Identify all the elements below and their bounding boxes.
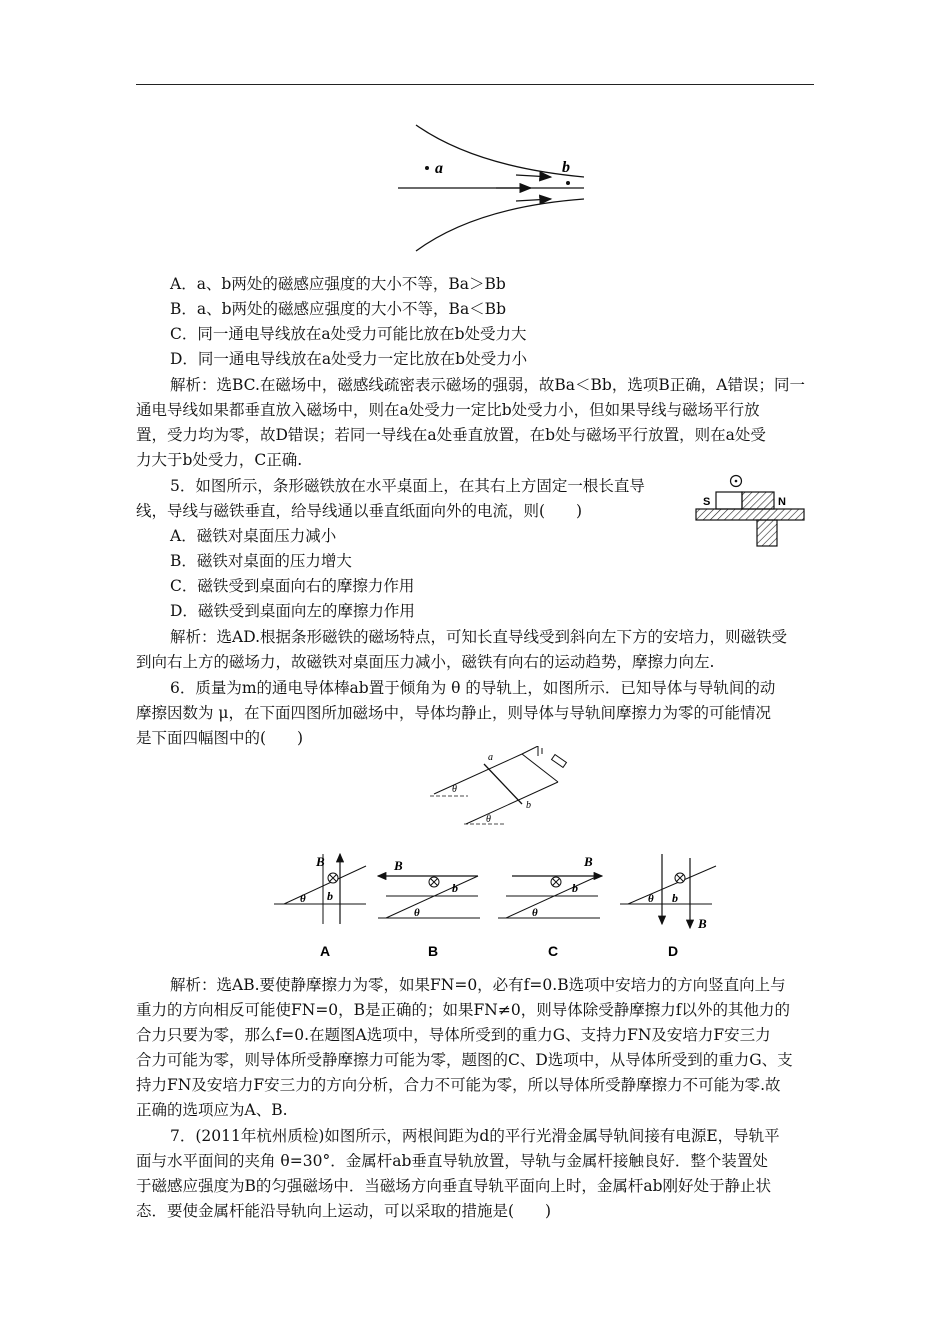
magnet-n-half <box>742 492 774 509</box>
q5-option-d: D．磁铁受到桌面向左的摩擦力作用 <box>170 602 415 620</box>
point-a-dot <box>425 166 429 170</box>
rail-theta-1: θ <box>452 784 457 795</box>
incline-rail-figure <box>426 746 606 828</box>
q6-analysis-line: 持力FN及安培力F安三力的方向分析，合力不可能为零，所以导体所受静摩擦力不可能为零.故 <box>136 1076 781 1094</box>
panel-b-b: b <box>452 881 458 895</box>
q4-option-c: C．同一通电导线放在a处受力可能比放在b处受力大 <box>170 325 527 343</box>
panel-a <box>274 854 366 959</box>
q4-option-d: D．同一通电导线放在a处受力一定比放在b处受力小 <box>170 350 528 368</box>
point-b-label: b <box>562 159 570 176</box>
four-field-panels <box>266 848 726 963</box>
magnet-table-figure <box>694 472 812 548</box>
field-line-bottom <box>416 199 584 251</box>
panel-c-letter: C <box>548 943 559 959</box>
q6-analysis-line: 正确的选项应为A、B. <box>136 1101 288 1119</box>
magnet-s-half <box>716 492 742 509</box>
table-top <box>696 509 804 520</box>
q5-analysis-line: 解析：选AD.根据条形磁铁的磁场特点，可知长直导线受到斜向左下方的安培力，则磁铁受 <box>170 628 787 646</box>
q5-stem-line: 5．如图所示，条形磁铁放在水平桌面上，在其右上方固定一根长直导 <box>170 477 645 495</box>
q4-option-b: B．a、b两处的磁感应强度的大小不等，Ba＜Bb <box>170 300 506 318</box>
rail-theta-2: θ <box>486 814 491 825</box>
q7-stem-line: 于磁感应强度为B的匀强磁场中．当磁场方向垂直导轨平面向上时，金属杆ab刚好处于静止状 <box>136 1177 772 1195</box>
panel-a-letter: A <box>320 943 331 959</box>
point-b-dot <box>566 181 570 185</box>
panel-b-letter: B <box>428 943 439 959</box>
q5-option-b: B．磁铁对桌面的压力增大 <box>170 552 352 570</box>
q6-analysis-line: 合力只要为零，那么f=0.在题图A选项中，导体所受到的重力G、支持力FN及安培力F安三力 <box>136 1026 771 1044</box>
q4-analysis-line: 力大于b处受力，C正确. <box>136 451 303 469</box>
q6-stem-line: 是下面四幅图中的( ) <box>136 729 304 747</box>
panel-d-letter: D <box>668 943 679 959</box>
table-leg <box>757 520 777 546</box>
point-a-label: a <box>435 160 443 177</box>
panel-c-theta: θ <box>532 907 538 919</box>
q6-analysis-line: 重力的方向相反可能使FN=0，B是正确的；如果FN≠0，则导体除受静摩擦力f以外的其他力的 <box>136 1001 790 1019</box>
q6-stem-line: 摩擦因数为 μ，在下面四图所加磁场中，导体均静止，则导体与导轨间摩擦力为零的可能情况 <box>136 704 772 722</box>
panel-a-b: b <box>327 889 333 903</box>
magnet-n-label: N <box>778 496 786 508</box>
panel-a-B: B <box>316 854 325 869</box>
q7-stem-line: 面与水平面间的夹角 θ=30°．金属杆ab垂直导轨放置，导轨与金属杆接触良好．整个装置处 <box>136 1152 768 1170</box>
panel-d <box>620 854 716 959</box>
header-rule <box>136 84 814 85</box>
panel-c-B: B <box>584 854 593 869</box>
q6-analysis-line: 解析：选AB.要使静摩擦力为零，如果FN=0，必有f=0.B选项中安培力的方向竖直向上与 <box>170 976 786 994</box>
q6-analysis-line: 合力可能为零，则导体所受静摩擦力可能为零，题图的C、D选项中，从导体所受到的重力G、支 <box>136 1051 793 1069</box>
panel-c-b: b <box>572 881 578 895</box>
q6-stem-line: 6．质量为m的通电导体棒ab置于倾角为 θ 的导轨上，如图所示．已知导体与导轨间的动 <box>170 679 776 697</box>
rail-label-a: a <box>488 752 493 763</box>
q5-option-c: C．磁铁受到桌面向右的摩擦力作用 <box>170 577 415 595</box>
q4-option-a: A．a、b两处的磁感应强度的大小不等，Ba＞Bb <box>170 275 506 293</box>
magnet-s-label: S <box>703 496 711 508</box>
panel-a-theta: θ <box>300 893 306 905</box>
panel-d-B: B <box>698 916 707 931</box>
q4-analysis-line: 通电导线如果都垂直放入磁场中，则在a处受力一定比b处受力小，但如果导线与磁场平行放 <box>136 401 760 419</box>
q5-option-a: A．磁铁对桌面压力减小 <box>170 527 337 545</box>
panel-c <box>498 854 602 959</box>
panel-b <box>378 858 480 959</box>
rail-label-b: b <box>526 800 531 811</box>
panel-b-B: B <box>394 858 403 873</box>
q4-analysis-line: 解析：选BC.在磁场中，磁感线疏密表示磁场的强弱，故Ba＜Bb，选项B正确，A错误；同一 <box>170 376 805 394</box>
panel-d-theta: θ <box>648 893 654 905</box>
q7-stem-line: 态．要使金属杆能沿导轨向上运动，可以采取的措施是( ) <box>136 1202 552 1220</box>
q7-stem-line: 7．(2011年杭州质检)如图所示，两根间距为d的平行光滑金属导轨间接有电源E，导轨平 <box>170 1127 780 1145</box>
field-lines-figure <box>396 122 586 254</box>
panel-b-theta: θ <box>414 907 420 919</box>
q5-stem-line: 线，导线与磁铁垂直，给导线通以垂直纸面向外的电流，则( ) <box>136 502 583 520</box>
q4-analysis-line: 置，受力均为零，故D错误；若同一导线在a处垂直放置，在b处与磁场平行放置，则在a处受 <box>136 426 766 444</box>
q5-analysis-line: 到向右上方的磁场力，故磁铁对桌面压力减小，磁铁有向右的运动趋势，摩擦力向左. <box>136 653 715 671</box>
panel-d-b: b <box>672 891 678 905</box>
